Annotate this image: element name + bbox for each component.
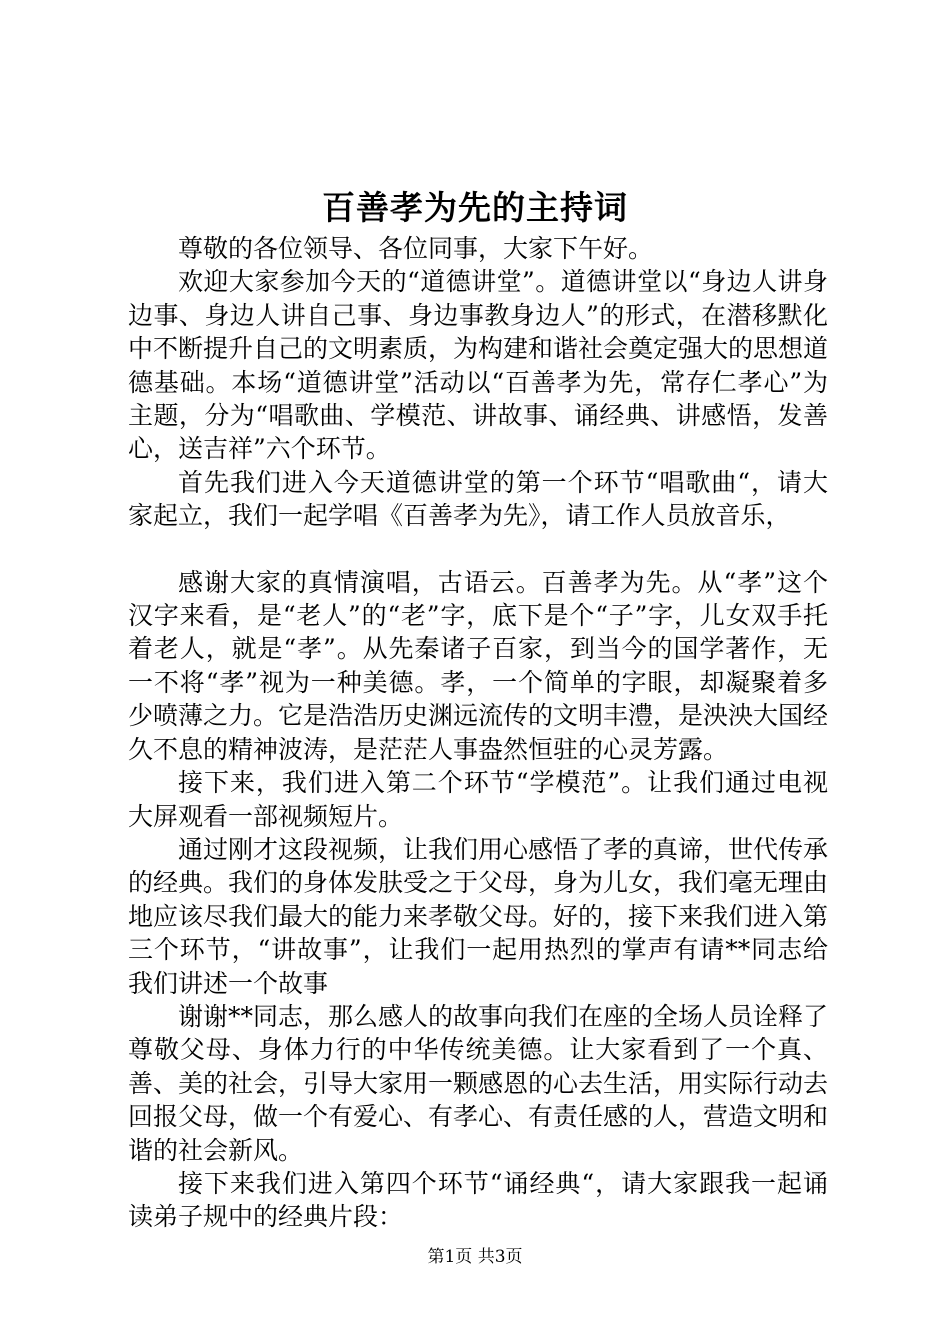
document-title: 百善孝为先的主持词: [322, 188, 628, 227]
paragraph-welcome: 欢迎大家参加今天的“道德讲堂”。道德讲堂以“身边人讲身边事、身边人讲自己事、身边事教身边人”的形式，在潜移默化中不断提升自己的文明素质，为构建和谐社会奠定强大的思想道德基础。本场“道德讲堂”活动以“百善孝为先，常存仁孝心”为主题，分为“唱歌曲、学模范、讲故事、诵经典、讲感悟，发善心，送吉祥”六个环节。: [128, 267, 829, 464]
paragraph-segment-four: 接下来我们进入第四个环节“诵经典“，请大家跟我一起诵读弟子规中的经典片段：: [128, 1168, 828, 1232]
paragraph-segment-two: 接下来，我们进入第二个环节“学模范”。让我们通过电视大屏观看一部视频短片。: [128, 768, 828, 831]
paragraph-thanks-story: 谢谢**同志，那么感人的故事向我们在座的全场人员诠释了尊敬父母、身体力行的中华传统美德。让大家看到了一个真、善、美的社会，引导大家用一颗感恩的心去生活，用实际行动去回报父母，做一个有爱心、有孝心、有责任感的人，营造文明和谐的社会新风。: [128, 1001, 829, 1165]
paragraph-thanks-singing: 感谢大家的真情演唱，古语云。百善孝为先。从“孝”这个汉字来看，是“老人”的“老”字，底下是个“子”字，儿女双手托着老人，就是“孝”。从先秦诸子百家，到当今的国学著作，无一不将“孝”视为一种美德。孝，一个简单的字眼，却凝聚着多少喷薄之力。它是浩浩历史渊远流传的文明丰澧，是泱泱大国经久不息的精神波涛，是茫茫人事盎然恒驻的心灵芳露。: [128, 567, 829, 764]
paragraph-segment-one: 首先我们进入今天道德讲堂的第一个环节“唱歌曲“，请大家起立，我们一起学唱《百善孝为先》，请工作人员放音乐，: [128, 467, 828, 531]
paragraph-greeting: 尊敬的各位领导、各位同事，大家下午好。: [178, 234, 654, 263]
page-footer: 第1页 共3页: [427, 1247, 523, 1267]
document-body: [128, 232, 828, 1234]
paragraph-segment-three: 通过刚才这段视频，让我们用心感悟了孝的真谛，世代传承的经典。我们的身体发肤受之于父母，身为儿女，我们毫无理由地应该尽我们最大的能力来孝敬父母。好的，接下来我们进入第三个环节，“讲故事”，让我们一起用热烈的掌声有请**同志给我们讲述一个故事: [128, 834, 829, 998]
blank-line: [128, 533, 828, 566]
